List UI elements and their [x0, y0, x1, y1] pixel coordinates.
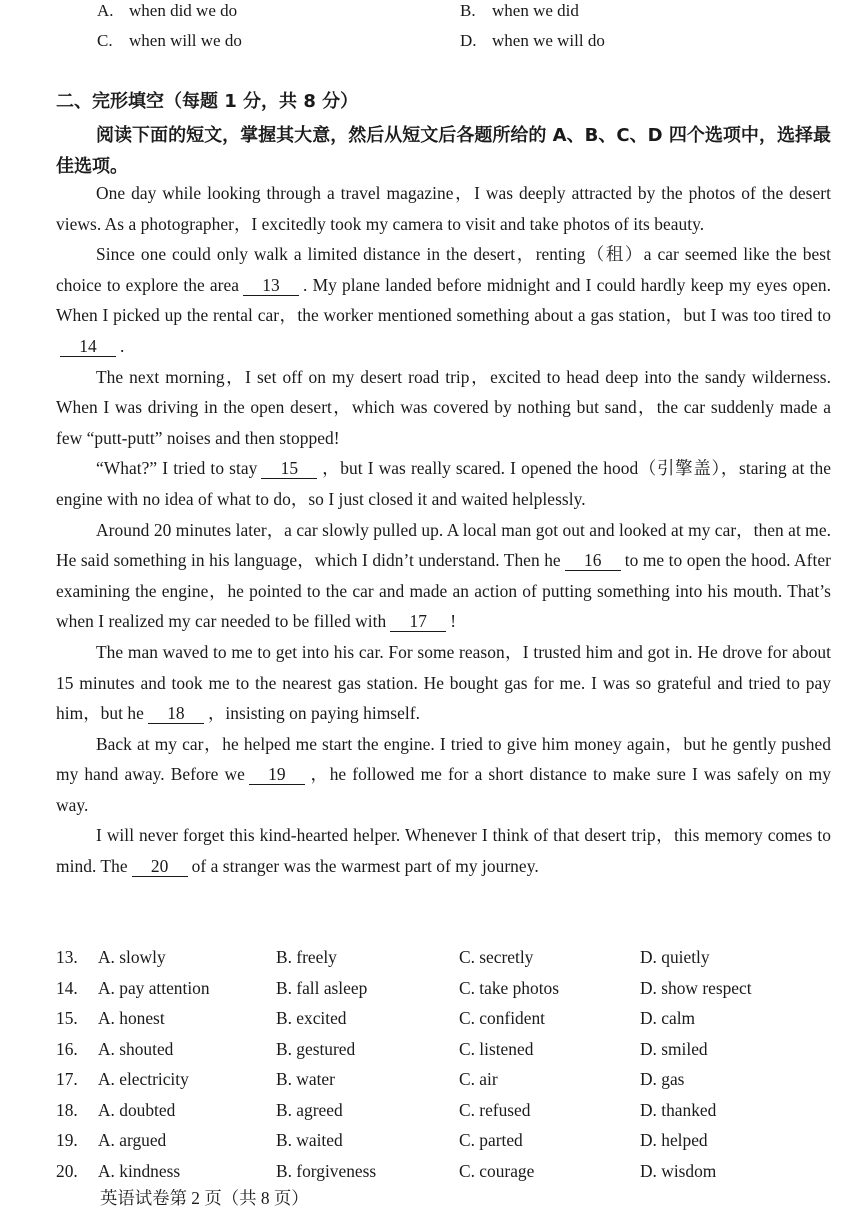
question-number: 16.: [56, 1038, 78, 1059]
paragraph-text: Back at my car，he helped me start the engine. I tried to give him money again，but he gently pushed my hand away. Before we: [56, 733, 831, 785]
blank-16: 16: [565, 550, 621, 571]
question-row: [56, 973, 856, 1004]
choice-c: C. secretly: [459, 947, 534, 967]
choice-a: A. slowly: [98, 947, 166, 967]
question-number: 14.: [56, 977, 78, 998]
question-number: 20.: [56, 1160, 78, 1181]
paragraph-text: ，insisting on paying himself.: [207, 703, 421, 724]
question-row: [56, 1064, 856, 1095]
paragraph-8: [56, 820, 831, 881]
paragraph-2: [56, 239, 831, 361]
paragraph-5: [56, 515, 831, 637]
option-a: [97, 0, 237, 22]
choice-c: C. listened: [459, 1038, 534, 1059]
paragraph-text: . My plane landed before midnight and I could hardly keep my eyes open. When I picked up the rental car，the worker mentioned something about a gas station，but I was too tired to: [56, 274, 832, 326]
paragraph-text: ，he followed me for a short distance to make sure I was safely on my way.: [56, 764, 831, 815]
choice-b: B. agreed: [276, 1099, 343, 1120]
choice-c: C. refused: [459, 1099, 531, 1120]
paragraph-7: [56, 729, 831, 821]
choice-a: A. argued: [98, 1130, 167, 1150]
question-number: 17.: [56, 1069, 78, 1089]
choice-c: C. take photos: [459, 977, 559, 998]
choice-d: D. show respect: [640, 977, 752, 998]
question-row: [56, 1095, 856, 1126]
choice-b: B. gestured: [276, 1038, 356, 1059]
choice-b: B. forgiveness: [276, 1160, 377, 1181]
choice-d: D. gas: [640, 1069, 685, 1089]
option-b: [460, 0, 579, 22]
option-text: when did we do: [129, 1, 238, 20]
choice-a: A. doubted: [98, 1099, 176, 1120]
paragraph-text: The man waved to me to get into his car. For some reason，I trusted him and got in. He drove for about 15 minutes and took me to the nearest gas station. He bought gas for me. I was so grateful and tried to pay him，but he: [56, 641, 831, 724]
blank-14: 14: [60, 336, 116, 357]
option-letter: B.: [460, 1, 476, 20]
question-row: [56, 1156, 856, 1187]
question-row: [56, 1125, 856, 1156]
blank-17: 17: [390, 611, 446, 632]
choice-d: D. smiled: [640, 1038, 708, 1059]
paragraph-text: “What?” I tried to stay: [96, 458, 258, 479]
choice-a: A. pay attention: [98, 977, 210, 998]
choice-d: D. calm: [640, 1008, 696, 1028]
option-d: [460, 30, 605, 52]
question-number: 19.: [56, 1130, 78, 1150]
option-text: when will we do: [129, 31, 242, 50]
choice-a: A. shouted: [98, 1038, 174, 1059]
blank-15: 15: [261, 458, 317, 479]
choice-b: B. water: [276, 1069, 335, 1089]
blank-18: 18: [148, 703, 204, 724]
question-list: [56, 942, 856, 1186]
paragraph-text: !: [450, 611, 457, 632]
choice-a: A. electricity: [98, 1069, 189, 1089]
paragraph-text: I will never forget this kind-hearted helper. Whenever I think of that desert trip，this memory comes to mind. The: [56, 825, 831, 877]
cloze-passage: [56, 178, 831, 882]
question-number: 13.: [56, 947, 78, 967]
paragraph-text: to me to open the hood. After examining the engine，he pointed to the car and made an action of putting something into his mouth. That’s when I realized my car needed to be filled with: [56, 550, 831, 632]
question-row: [56, 942, 856, 973]
page-footer: 英语试卷第 2 页（共 8 页）: [100, 1188, 309, 1208]
option-letter: D.: [460, 31, 477, 50]
question-row: [56, 1034, 856, 1065]
choice-b: B. fall asleep: [276, 977, 368, 998]
paragraph-text: Since one could only walk a limited distance in the desert，renting（租）a car seemed like the best choice to explore the area: [56, 244, 831, 295]
choice-d: D. wisdom: [640, 1160, 717, 1181]
option-letter: A.: [97, 1, 114, 20]
choice-d: D. quietly: [640, 947, 710, 967]
question-number: 15.: [56, 1008, 78, 1028]
option-c: [97, 30, 242, 52]
option-text: when we will do: [492, 31, 605, 50]
section-instructions: 阅读下面的短文，掌握其大意，然后从短文后各题所给的 A、B、C、D 四个选项中，选择最佳选项。: [56, 125, 831, 177]
choice-a: A. kindness: [98, 1160, 181, 1181]
paragraph-text: Around 20 minutes later，a car slowly pulled up. A local man got out and looked at my car，then at me. He said something in his language，which I didn’t understand. Then he: [56, 519, 831, 571]
choice-c: C. air: [459, 1069, 498, 1089]
choice-c: C. parted: [459, 1130, 523, 1150]
paragraph-6: [56, 637, 831, 729]
paragraph-text: ，but I was really scared. I opened the hood（引擎盖），staring at the engine with no idea of what to do，so I just closed it and waited helplessly.: [56, 458, 831, 509]
question-number: 18.: [56, 1099, 78, 1120]
section-title: 二、完形填空（每题 1 分，共 8 分）: [56, 91, 359, 112]
paragraph-3: The next morning，I set off on my desert road trip，excited to head deep into the sandy wilderness. When I was driving in the open desert，which was covered by nothing but sand，the car suddenly made a few “putt-putt” noises and then stopped!: [56, 366, 831, 448]
option-letter: C.: [97, 31, 113, 50]
paragraph-text: of a stranger was the warmest part of my journey.: [191, 856, 539, 877]
choice-d: D. helped: [640, 1130, 708, 1150]
choice-c: C. courage: [459, 1160, 535, 1181]
choice-b: B. waited: [276, 1130, 343, 1150]
blank-20: 20: [132, 856, 188, 877]
choice-d: D. thanked: [640, 1099, 717, 1120]
blank-19: 19: [249, 764, 305, 785]
option-text: when we did: [492, 1, 579, 20]
question-row: [56, 1003, 856, 1034]
blank-13: 13: [243, 275, 299, 296]
paragraph-1: One day while looking through a travel magazine，I was deeply attracted by the photos of the desert views. As a photographer，I excitedly took my camera to visit and take photos of its beauty.: [56, 183, 831, 234]
choice-c: C. confident: [459, 1008, 545, 1028]
choice-a: A. honest: [98, 1008, 165, 1028]
choice-b: B. excited: [276, 1008, 347, 1028]
paragraph-4: [56, 453, 831, 514]
paragraph-text: .: [120, 335, 125, 356]
choice-b: B. freely: [276, 947, 337, 967]
